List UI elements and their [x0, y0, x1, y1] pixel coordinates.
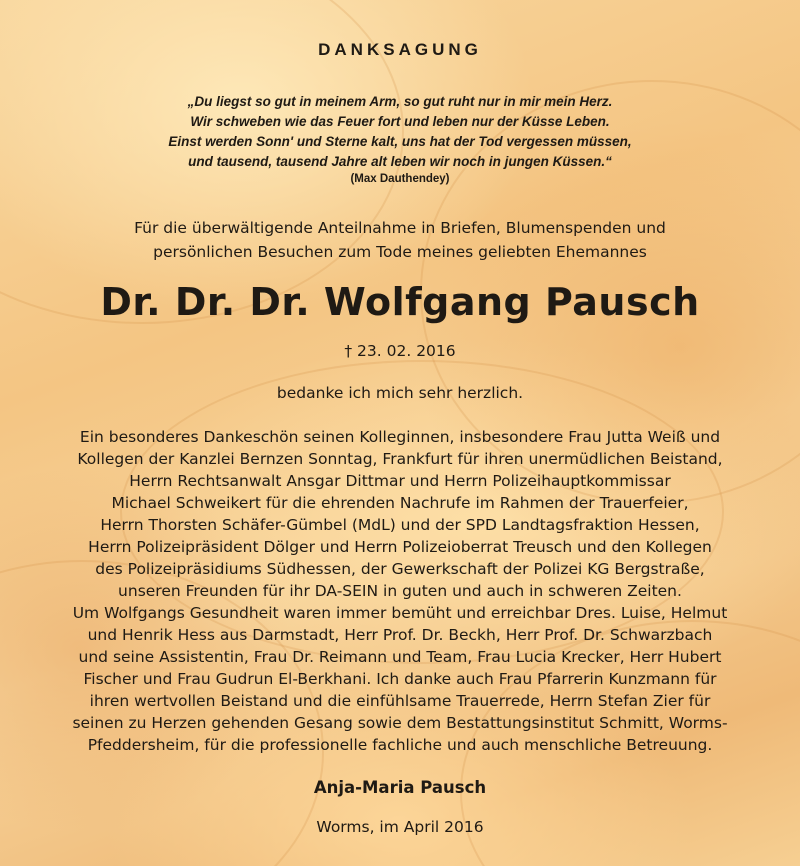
body-line: Herrn Polizeipräsident Dölger und Herrn Polizeioberrat Treusch und den Kollegen	[88, 538, 712, 556]
body-line: und Henrik Hess aus Darmstadt, Herr Prof. Dr. Beckh, Herr Prof. Dr. Schwarzbach	[87, 626, 713, 644]
body-line: Michael Schweikert für die ehrenden Nachrufe im Rahmen der Trauerfeier,	[111, 494, 689, 512]
body-line: und seine Assistentin, Frau Dr. Reimann und Team, Frau Lucia Krecker, Herr Hubert	[78, 648, 722, 666]
intro-line: persönlichen Besuchen zum Tode meines geliebten Ehemannes	[153, 243, 647, 261]
acknowledgement-text	[0, 426, 800, 756]
body-line: Pfeddersheim, für die professionelle fachliche und auch menschliche Betreuung.	[87, 736, 713, 754]
deceased-name: Dr. Dr. Dr. Wolfgang Pausch	[100, 280, 700, 324]
heading: DANKSAGUNG	[318, 40, 482, 59]
poem	[0, 92, 800, 172]
poem-line: Wir schweben wie das Feuer fort und leben nur der Küsse Leben.	[190, 114, 610, 129]
body-line: seinen zu Herzen gehenden Gesang sowie dem Bestattungsinstitut Schmitt, Worms-	[72, 714, 728, 732]
body-line: des Polizeipräsidiums Südhessen, der Gewerkschaft der Polizei KG Bergstraße,	[95, 560, 705, 578]
body-line: Fischer und Frau Gudrun El-Berkhani. Ich danke auch Frau Pfarrerin Kunzmann für	[83, 670, 717, 688]
body-line: Kollegen der Kanzlei Bernzen Sonntag, Frankfurt für ihren unermüdlichen Beistand,	[77, 450, 723, 468]
death-date: † 23. 02. 2016	[344, 342, 456, 360]
poem-line: und tausend, tausend Jahre alt leben wir noch in jungen Küssen.“	[188, 154, 612, 169]
body-line: unseren Freunden für ihr DA-SEIN in guten und auch in schweren Zeiten.	[118, 582, 682, 600]
poem-line: Einst werden Sonn' und Sterne kalt, uns hat der Tod vergessen müssen,	[168, 134, 632, 149]
intro-text	[0, 216, 800, 264]
body-line: Ein besonderes Dankeschön seinen Kolleginnen, insbesondere Frau Jutta Weiß und	[79, 428, 721, 446]
thanks-line: bedanke ich mich sehr herzlich.	[276, 384, 524, 402]
body-line: Herrn Rechtsanwalt Ansgar Dittmar und Herrn Polizeihauptkommissar	[129, 472, 671, 490]
body-line: Um Wolfgangs Gesundheit waren immer bemüht und erreichbar Dres. Luise, Helmut	[72, 604, 728, 622]
poem-author: (Max Dauthendey)	[350, 173, 450, 185]
body-line: ihren wertvollen Beistand und die einfühlsame Trauerrede, Herrn Stefan Zier für	[89, 692, 711, 710]
poem-line: „Du liegst so gut in meinem Arm, so gut ruht nur in mir mein Herz.	[187, 94, 613, 109]
place-date: Worms, im April 2016	[316, 818, 484, 836]
body-line: Herrn Thorsten Schäfer-Gümbel (MdL) und der SPD Landtagsfraktion Hessen,	[100, 516, 700, 534]
intro-line: Für die überwältigende Anteilnahme in Briefen, Blumenspenden und	[134, 219, 666, 237]
signature: Anja-Maria Pausch	[313, 778, 487, 797]
